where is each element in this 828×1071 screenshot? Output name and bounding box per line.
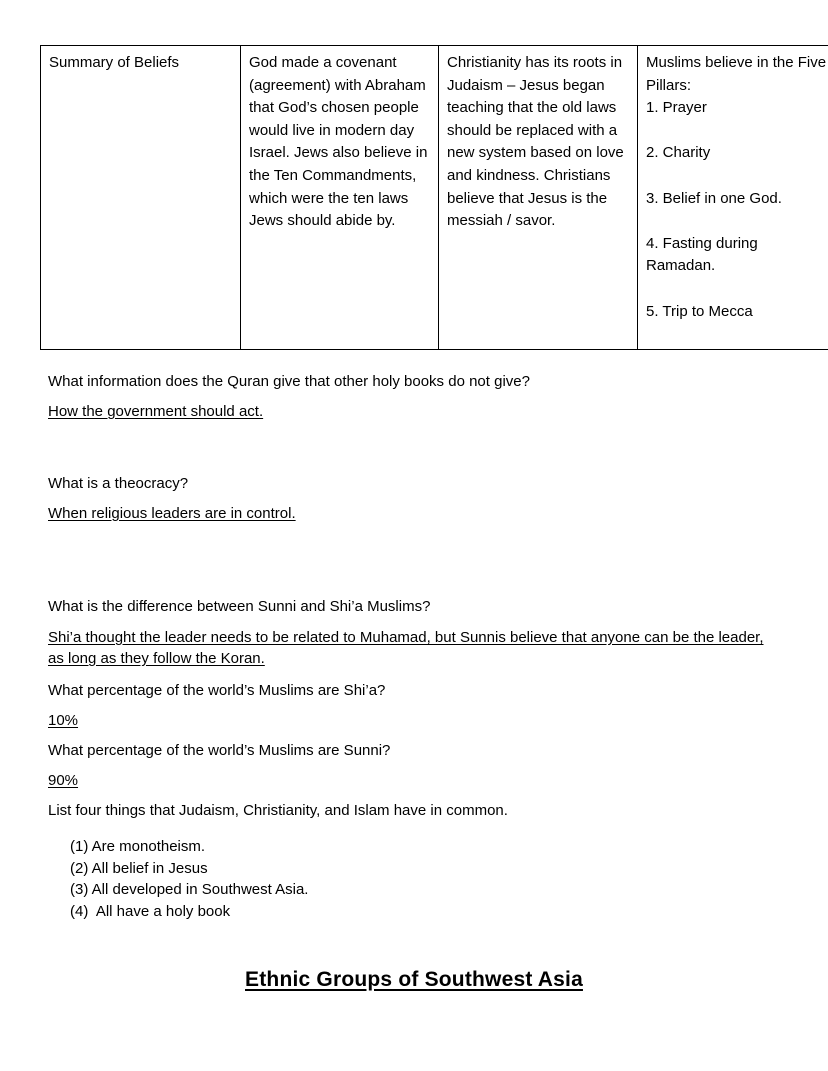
common-things-list <box>70 836 570 922</box>
question-percentage-shia: What percentage of the world’s Muslims are Shi’a? <box>48 682 386 699</box>
row-label-text: Summary of Beliefs <box>49 54 180 71</box>
section-heading-text: Ethnic Groups of Southwest Asia <box>245 968 583 991</box>
list-item: (1) Are monotheism. <box>70 838 206 855</box>
christianity-beliefs-text: Christianity has its roots in Judaism – Jesus began teaching that the old laws should be replaced with a new system based on love and kindness. Christians believe that Jesus is the messiah / savor. <box>447 54 624 230</box>
section-heading-ethnic-groups <box>0 968 828 992</box>
list-item: (4) All have a holy book <box>70 902 231 920</box>
question-quran-information: What information does the Quran give that other holy books do not give? <box>48 373 530 390</box>
answer-percentage-shia: 10% <box>48 712 79 729</box>
table-cell-islam <box>638 46 828 350</box>
table-cell-christianity <box>439 46 638 350</box>
table-cell-judaism <box>241 46 439 350</box>
table-row <box>41 46 828 350</box>
summary-of-beliefs-table <box>40 45 828 350</box>
spacer <box>48 534 772 597</box>
judaism-beliefs-text: God made a covenant (agreement) with Abraham that God’s chosen people would live in modern day Israel. Jews also believe in the Ten Commandments, which were the ten laws Jews should abide by. <box>249 54 428 230</box>
islam-beliefs-text: Muslims believe in the Five Pillars: 1. Prayer 2. Charity 3. Belief in one God. 4. Fasting during Ramadan. 5. Trip to Mecca <box>646 54 827 320</box>
answer-percentage-sunni: 90% <box>48 772 79 789</box>
answer-theocracy: When religious leaders are in control. <box>48 505 296 522</box>
spacer <box>48 432 772 474</box>
answer-quran-information: How the government should act. <box>48 403 264 420</box>
list-item: (2) All belief in Jesus <box>70 859 208 877</box>
list-item: (3) All developed in Southwest Asia. <box>70 881 309 898</box>
question-percentage-sunni: What percentage of the world’s Muslims are Sunni? <box>48 742 391 759</box>
answer-sunni-shia-difference: Shi’a thought the leader needs to be related to Muhamad, but Sunnis believe that anyone can be the leader, as long as they follow the Koran. <box>48 629 764 667</box>
question-sunni-shia-difference: What is the difference between Sunni and Shi’a Muslims? <box>48 598 431 615</box>
questions-and-answers <box>48 372 772 831</box>
question-four-things-in-common: List four things that Judaism, Christianity, and Islam have in common. <box>48 802 508 819</box>
question-theocracy: What is a theocracy? <box>48 475 189 492</box>
table-cell-row-label <box>41 46 241 350</box>
